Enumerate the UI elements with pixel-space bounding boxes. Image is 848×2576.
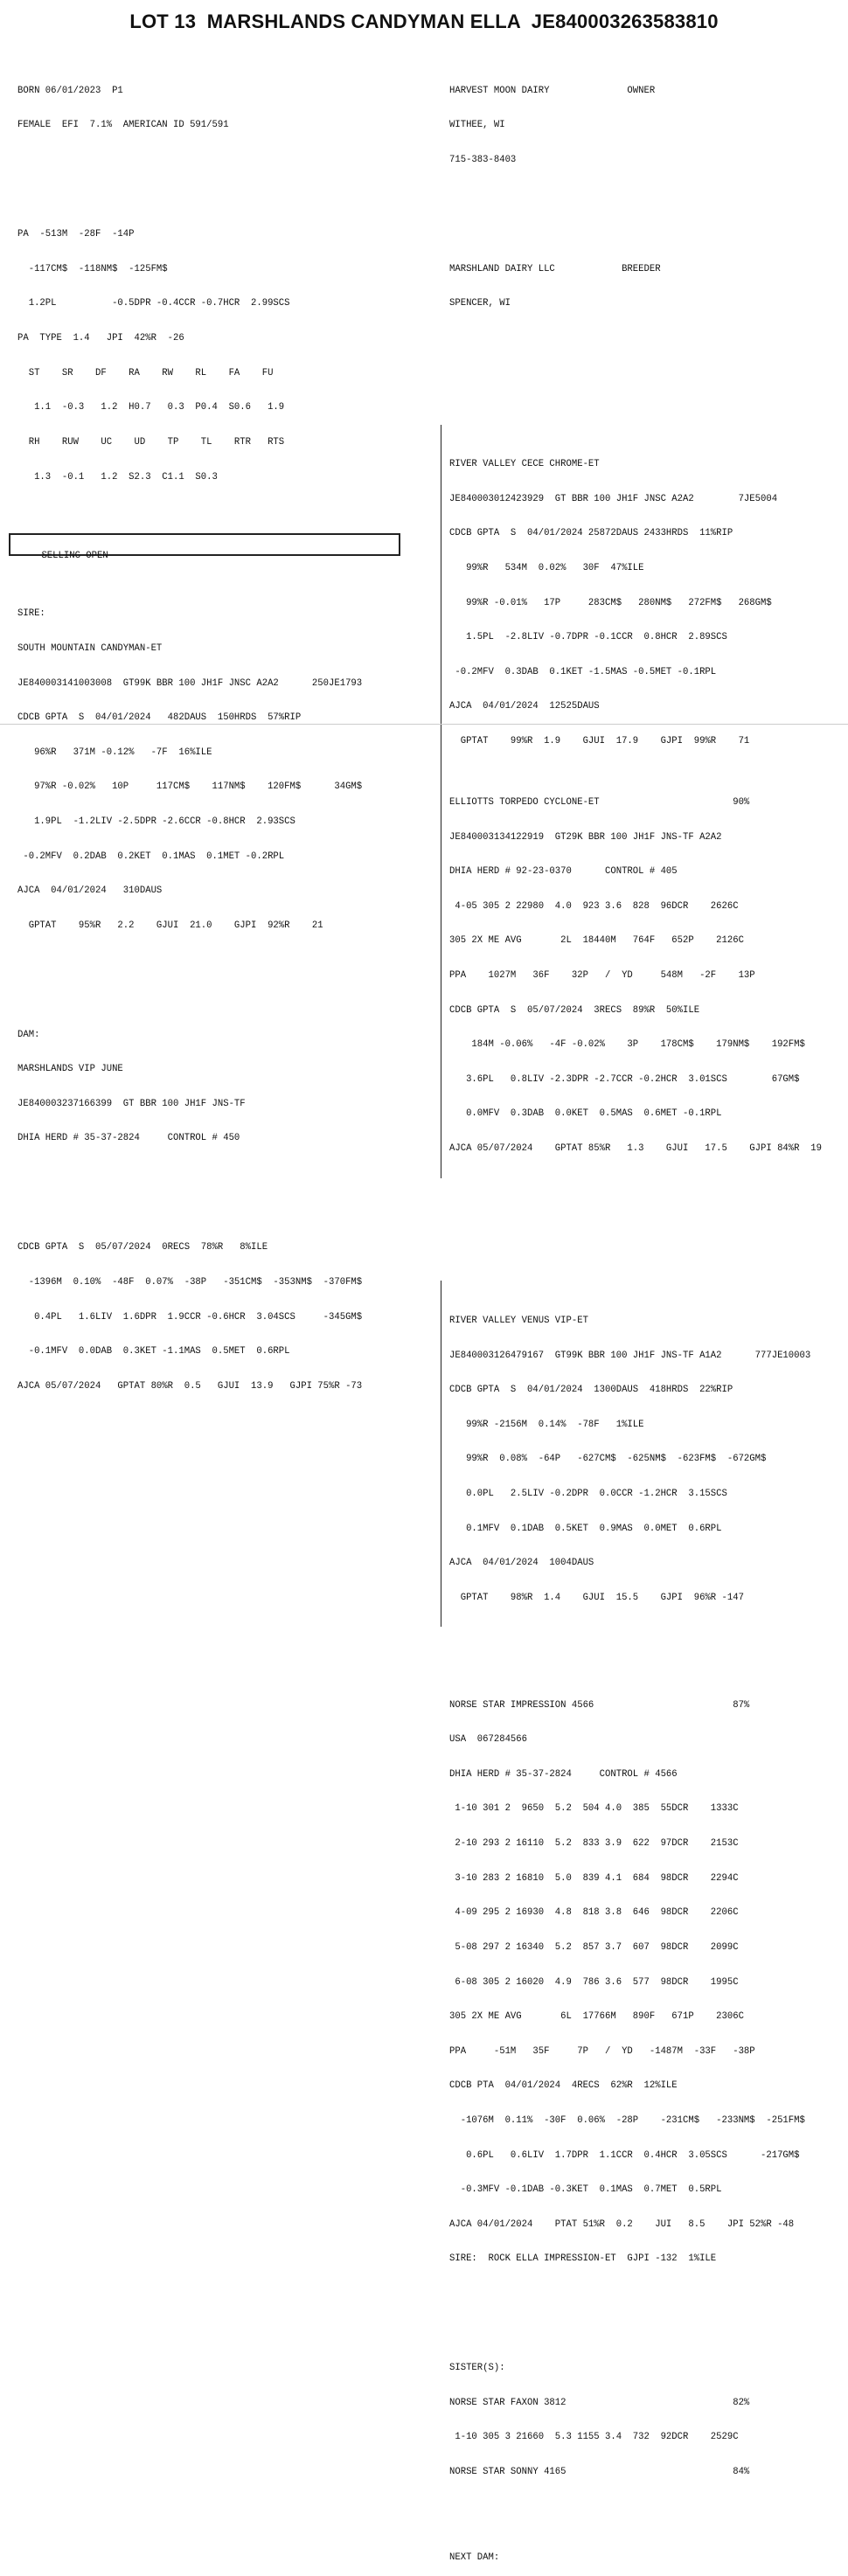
text-line: AJCA 04/01/2024 1004DAUS (449, 1558, 594, 1569)
text-line: GPTAT 99%R 1.9 GJUI 17.9 GJPI 99%R 71 (449, 735, 750, 746)
text-line: 715-383-8403 (449, 155, 517, 166)
text-line: 3.6PL 0.8LIV -2.3DPR -2.7CCR -0.2HCR 3.01SCS 67GM$ (449, 1073, 800, 1085)
text-line: CDCB GPTA S 04/01/2024 482DAUS 150HRDS 57%RIP (17, 712, 302, 724)
text-line: JE840003012423929 GT BBR 100 JH1F JNSC A2A2 7JE5004 (449, 493, 778, 504)
text-line: PA TYPE 1.4 JPI 42%R -26 (17, 333, 184, 344)
text-line: -1396M 0.10% -48F 0.07% -38P -351CM$ -353NM$ -370FM$ (17, 1276, 363, 1288)
dam-sire-block (449, 425, 843, 1178)
text-line: SIRE: ROCK ELLA IMPRESSION-ET GJPI -132 1%ILE (449, 2253, 717, 2265)
text-line: 6-08 305 2 16020 4.9 786 3.6 577 98DCR 1995C (449, 1976, 739, 1988)
text-line: GPTAT 98%R 1.4 GJUI 15.5 GJPI 96%R -147 (449, 1592, 744, 1603)
text-line: DAM: (17, 1029, 40, 1040)
text-line: 1.1 -0.3 1.2 H0.7 0.3 P0.4 S0.6 1.9 (17, 402, 285, 413)
dam-block (17, 1006, 428, 1168)
left-column (17, 39, 428, 1427)
text-line: 184M -0.06% -4F -0.02% 3P 178CM$ 179NM$ 192FM$ (449, 1039, 805, 1051)
text-line: AJCA 04/01/2024 310DAUS (17, 885, 163, 897)
text-line: 4-09 295 2 16930 4.8 818 3.8 646 98DCR 2206C (449, 1907, 739, 1919)
text-line: NORSE STAR SONNY 4165 84% (449, 2467, 750, 2478)
sisters-block (449, 2340, 843, 2502)
text-line: NORSE STAR FAXON 3812 82% (449, 2397, 750, 2408)
text-line: 0.4PL 1.6LIV 1.6DPR 1.9CCR -0.6HCR 3.04SCS -345GM$ (17, 1311, 363, 1323)
text-line: -117CM$ -118NM$ -125FM$ (17, 263, 168, 274)
page-bottom-rule (0, 724, 848, 725)
text-line: 1.2PL -0.5DPR -0.4CCR -0.7HCR 2.99SCS (17, 298, 290, 309)
text-line: JE840003141003008 GT99K BBR 100 JH1F JNSC A2A2 250JE1793 (17, 677, 363, 689)
text-line: USA 067284566 (449, 1734, 528, 1746)
text-line: JE840003126479167 GT99K BBR 100 JH1F JNS-TF A1A2 777JE10003 (449, 1350, 811, 1361)
text-line: JE840003237166399 GT BBR 100 JH1F JNS-TF (17, 1098, 246, 1109)
breeder-block (449, 240, 843, 333)
text-line: DHIA HERD # 35-37-2824 CONTROL # 450 (17, 1133, 240, 1144)
text-line: 3-10 283 2 16810 5.0 839 4.1 684 98DCR 2294C (449, 1872, 739, 1884)
text-line: AJCA 04/01/2024 PTAT 51%R 0.2 JUI 8.5 JPI 52%R -48 (449, 2218, 795, 2230)
text-line: 2-10 293 2 16110 5.2 833 3.9 622 97DCR 2153C (449, 1838, 739, 1850)
text-line: 99%R 534M 0.02% 30F 47%ILE (449, 562, 644, 573)
text-line: WITHEE, WI (449, 120, 505, 131)
text-line: RIVER VALLEY VENUS VIP-ET (449, 1315, 588, 1326)
text-line: RH RUW UC UD TP TL RTR RTS (17, 436, 285, 448)
text-line: ELLIOTTS TORPEDO CYCLONE-ET 90% (449, 797, 750, 808)
text-line: -1076M 0.11% -30F 0.06% -28P -231CM$ -233NM$ -251FM$ (449, 2114, 805, 2126)
text-line: MARSHLAND DAIRY LLC BREEDER (449, 263, 661, 274)
text-line: -0.1MFV 0.0DAB 0.3KET -1.1MAS 0.5MET 0.6RPL (17, 1346, 290, 1357)
text-line: CDCB GPTA S 05/07/2024 0RECS 78%R 8%ILE (17, 1242, 268, 1253)
text-line: -0.2MFV 0.3DAB 0.1KET -1.5MAS -0.5MET -0.1RPL (449, 666, 717, 677)
next-dam-label: NEXT DAM: (449, 2552, 500, 2564)
text-line: PPA 1027M 36F 32P / YD 548M -2F 13P (449, 970, 755, 982)
animal-info (17, 62, 428, 155)
text-line: 5-08 297 2 16340 5.2 857 3.7 607 98DCR 2099C (449, 1941, 739, 1953)
text-line: MARSHLANDS VIP JUNE (17, 1064, 123, 1075)
sire-block (17, 586, 428, 955)
text-line: HARVEST MOON DAIRY OWNER (449, 85, 656, 96)
dam-dam-sire-block (449, 1281, 843, 1627)
text-line: 97%R -0.02% 10P 117CM$ 117NM$ 120FM$ 34GM$ (17, 781, 363, 793)
text-line: 1-10 301 2 9650 5.2 504 4.0 385 55DCR 1333C (449, 1803, 739, 1815)
text-line: 0.1MFV 0.1DAB 0.5KET 0.9MAS 0.0MET 0.6RPL (449, 1523, 722, 1534)
selling-status-box (9, 533, 400, 561)
text-line: CDCB GPTA S 04/01/2024 1300DAUS 418HRDS 22%RIP (449, 1385, 733, 1396)
text-line: GPTAT 95%R 2.2 GJUI 21.0 GJPI 92%R 21 (17, 920, 323, 931)
text-line: RIVER VALLEY CECE CHROME-ET (449, 459, 600, 470)
text-line: SIRE: (17, 608, 45, 620)
parent-average-block (17, 206, 428, 506)
text-line: AJCA 05/07/2024 GPTAT 80%R 0.5 GJUI 13.9 GJPI 75%R -73 (17, 1380, 363, 1392)
text-line: 96%R 371M -0.12% -7F 16%ILE (17, 746, 212, 758)
text-line: 0.0PL 2.5LIV -0.2DPR 0.0CCR -1.2HCR 3.15SCS (449, 1488, 727, 1499)
selling-status: SELLING OPEN (41, 550, 108, 561)
right-column (449, 39, 843, 2576)
text-line: 1.9PL -1.2LIV -2.5DPR -2.6CCR -0.8HCR 2.93SCS (17, 816, 295, 827)
text-line: SISTER(S): (449, 2363, 505, 2374)
text-line: 99%R -0.01% 17P 283CM$ 280NM$ 272FM$ 268GM$ (449, 597, 772, 608)
text-line: PPA -51M 35F 7P / YD -1487M -33F -38P (449, 2045, 755, 2057)
text-line: NORSE STAR IMPRESSION 4566 87% (449, 1699, 750, 1711)
text-line: 99%R 0.08% -64P -627CM$ -625NM$ -623FM$ -672GM$ (449, 1454, 767, 1465)
dam-genomics-block (17, 1219, 428, 1415)
text-line: AJCA 05/07/2024 GPTAT 85%R 1.3 GJUI 17.5 GJPI 84%R 19 (449, 1143, 822, 1155)
text-line: PA -513M -28F -14P (17, 229, 135, 240)
text-line: 0.0MFV 0.3DAB 0.0KET 0.5MAS 0.6MET -0.1RPL (449, 1108, 722, 1120)
text-line: 99%R -2156M 0.14% -78F 1%ILE (449, 1419, 644, 1430)
text-line: AJCA 04/01/2024 12525DAUS (449, 701, 600, 712)
text-line: FEMALE EFI 7.1% AMERICAN ID 591/591 (17, 120, 229, 131)
text-line: JE840003134122919 GT29K BBR 100 JH1F JNS-TF A2A2 (449, 831, 722, 843)
text-line: 305 2X ME AVG 6L 17766M 890F 671P 2306C (449, 2011, 744, 2023)
text-line: ST SR DF RA RW RL FA FU (17, 367, 274, 378)
granddam-dam-block (449, 1677, 843, 2288)
text-line: SPENCER, WI (449, 298, 511, 309)
text-line: 4-05 305 2 22980 4.0 923 3.6 828 96DCR 2626C (449, 900, 739, 912)
text-line: SOUTH MOUNTAIN CANDYMAN-ET (17, 642, 163, 654)
text-line: 305 2X ME AVG 2L 18440M 764F 652P 2126C (449, 935, 744, 947)
text-line: -0.3MFV -0.1DAB -0.3KET 0.1MAS 0.7MET 0.5RPL (449, 2184, 722, 2196)
owner-block (449, 62, 843, 189)
text-line: BORN 06/01/2023 P1 (17, 85, 123, 96)
text-line: CDCB GPTA S 05/07/2024 3RECS 89%R 50%ILE (449, 1004, 700, 1016)
text-line: CDCB PTA 04/01/2024 4RECS 62%R 12%ILE (449, 2080, 678, 2092)
text-line: DHIA HERD # 92-23-0370 CONTROL # 405 (449, 866, 678, 878)
text-line: -0.2MFV 0.2DAB 0.2KET 0.1MAS 0.1MET -0.2RPL (17, 851, 285, 862)
text-line: DHIA HERD # 35-37-2824 CONTROL # 4566 (449, 1768, 678, 1780)
page-title: LOT 13 MARSHLANDS CANDYMAN ELLA JE840003263583810 (129, 10, 719, 32)
text-line: 1.5PL -2.8LIV -0.7DPR -0.1CCR 0.8HCR 2.89SCS (449, 632, 727, 643)
text-line: 1-10 305 3 21660 5.3 1155 3.4 732 92DCR 2529C (449, 2432, 739, 2443)
text-line: 0.6PL 0.6LIV 1.7DPR 1.1CCR 0.4HCR 3.05SCS -217GM$ (449, 2149, 800, 2161)
text-line: CDCB GPTA S 04/01/2024 25872DAUS 2433HRDS 11%RIP (449, 528, 733, 539)
text-line: 1.3 -0.1 1.2 S2.3 C1.1 S0.3 (17, 471, 218, 483)
